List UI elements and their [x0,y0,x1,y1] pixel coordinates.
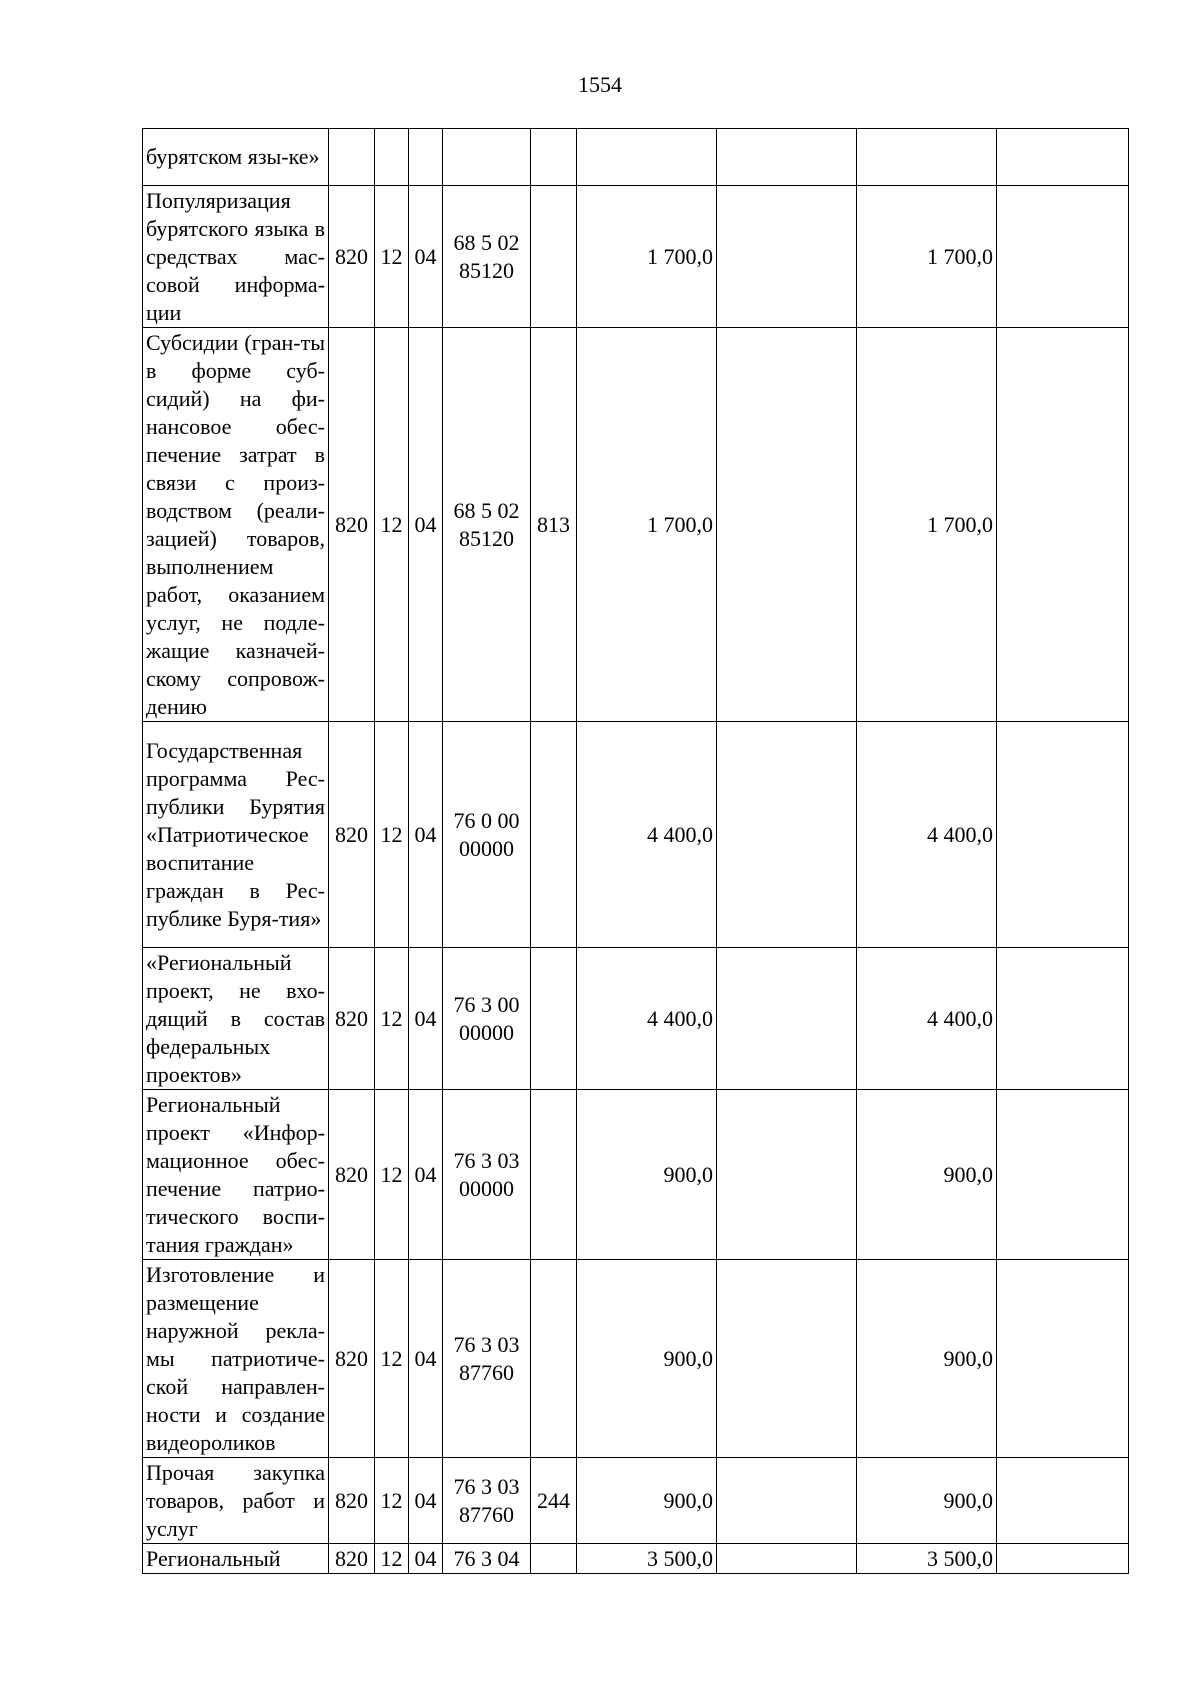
table-row [143,722,1129,948]
cell-expense-type [531,722,577,948]
table-row [143,1090,1129,1260]
cell-expense-type [531,186,577,328]
row-name: Изготовление и размещение наружной рекла-мы патриотиче-ской направлен-ности и создание видеороликов [143,1260,329,1458]
cell-section: 12 [375,1544,409,1574]
table-row [143,948,1129,1090]
cell-amount-2 [717,1260,857,1458]
cell-amount-3: 900,0 [857,1458,997,1544]
cell-target-article: 76 3 04 [443,1544,531,1574]
cell-subsection: 04 [409,1090,443,1260]
row-name: Прочая закупка товаров, работ и услуг [143,1458,329,1544]
cell-expense-type [531,129,577,186]
cell-expense-type [531,948,577,1090]
cell-amount-4 [997,948,1129,1090]
cell-amount-1 [577,129,717,186]
row-name: бурятском язы-ке» [143,129,329,186]
cell-amount-1: 900,0 [577,1090,717,1260]
table-row [143,1458,1129,1544]
cell-subsection: 04 [409,1458,443,1544]
cell-amount-4 [997,1260,1129,1458]
cell-amount-1: 3 500,0 [577,1544,717,1574]
row-name: Региональный проект «Инфор-мационное обес-печение патрио-тического воспи-тания граждан» [143,1090,329,1260]
cell-target-article: 68 5 02 85120 [443,186,531,328]
cell-subsection: 04 [409,948,443,1090]
cell-section: 12 [375,948,409,1090]
cell-amount-1: 4 400,0 [577,948,717,1090]
row-name: Региональный [143,1544,329,1574]
cell-grbs: 820 [329,328,375,722]
cell-grbs: 820 [329,1458,375,1544]
cell-amount-3: 4 400,0 [857,722,997,948]
cell-amount-1: 900,0 [577,1458,717,1544]
cell-amount-3: 4 400,0 [857,948,997,1090]
cell-target-article: 76 3 03 87760 [443,1458,531,1544]
cell-target-article: 76 0 00 00000 [443,722,531,948]
cell-grbs: 820 [329,1260,375,1458]
cell-target-article: 76 3 03 00000 [443,1090,531,1260]
cell-amount-4 [997,328,1129,722]
cell-target-article: 76 3 03 87760 [443,1260,531,1458]
cell-grbs: 820 [329,1544,375,1574]
cell-expense-type: 813 [531,328,577,722]
cell-section: 12 [375,1260,409,1458]
cell-amount-3: 1 700,0 [857,328,997,722]
cell-amount-4 [997,1458,1129,1544]
cell-subsection [409,129,443,186]
cell-amount-2 [717,1090,857,1260]
cell-section [375,129,409,186]
cell-amount-2 [717,1458,857,1544]
cell-amount-4 [997,722,1129,948]
row-name: «Региональный проект, не вхо-дящий в состав федеральных проектов» [143,948,329,1090]
cell-amount-2 [717,948,857,1090]
cell-amount-1: 4 400,0 [577,722,717,948]
cell-subsection: 04 [409,328,443,722]
cell-amount-1: 900,0 [577,1260,717,1458]
page-number: 1554 [578,72,622,97]
cell-amount-2 [717,722,857,948]
cell-amount-4 [997,186,1129,328]
cell-amount-4 [997,129,1129,186]
table-row [143,1260,1129,1458]
cell-amount-1: 1 700,0 [577,328,717,722]
row-name: Популяризация бурятского языка в средствах мас-совой информа-ции [143,186,329,328]
cell-expense-type [531,1544,577,1574]
cell-expense-type [531,1090,577,1260]
cell-amount-3: 900,0 [857,1260,997,1458]
cell-expense-type [531,1260,577,1458]
cell-amount-3: 1 700,0 [857,186,997,328]
cell-amount-4 [997,1090,1129,1260]
cell-amount-3: 900,0 [857,1090,997,1260]
cell-target-article: 76 3 00 00000 [443,948,531,1090]
cell-section: 12 [375,328,409,722]
cell-subsection: 04 [409,722,443,948]
cell-grbs: 820 [329,186,375,328]
row-name: Государственная программа Рес-публики Бурятия «Патриотическое воспитание граждан в Рес-публике Буря-тия» [143,722,329,948]
cell-amount-4 [997,1544,1129,1574]
cell-grbs: 820 [329,1090,375,1260]
cell-target-article: 68 5 02 85120 [443,328,531,722]
cell-section: 12 [375,1458,409,1544]
cell-amount-3 [857,129,997,186]
cell-grbs: 820 [329,948,375,1090]
cell-target-article [443,129,531,186]
cell-section: 12 [375,1090,409,1260]
cell-amount-1: 1 700,0 [577,186,717,328]
cell-section: 12 [375,186,409,328]
budget-table [142,128,1129,1574]
cell-subsection: 04 [409,186,443,328]
cell-amount-2 [717,186,857,328]
table-row [143,129,1129,186]
cell-amount-3: 3 500,0 [857,1544,997,1574]
cell-grbs: 820 [329,722,375,948]
cell-amount-2 [717,328,857,722]
cell-amount-2 [717,129,857,186]
table-row [143,1544,1129,1574]
cell-expense-type: 244 [531,1458,577,1544]
cell-amount-2 [717,1544,857,1574]
cell-section: 12 [375,722,409,948]
cell-grbs [329,129,375,186]
cell-subsection: 04 [409,1544,443,1574]
row-name: Субсидии (гран-ты в форме суб-сидий) на фи-нансовое обес-печение затрат в связи с произ-водством (реали-зацией) товаров, выполнением работ, оказанием услуг, не подле-жащие казначей-скому сопровож-дению [143,328,329,722]
cell-subsection: 04 [409,1260,443,1458]
table-row [143,186,1129,328]
table-row [143,328,1129,722]
